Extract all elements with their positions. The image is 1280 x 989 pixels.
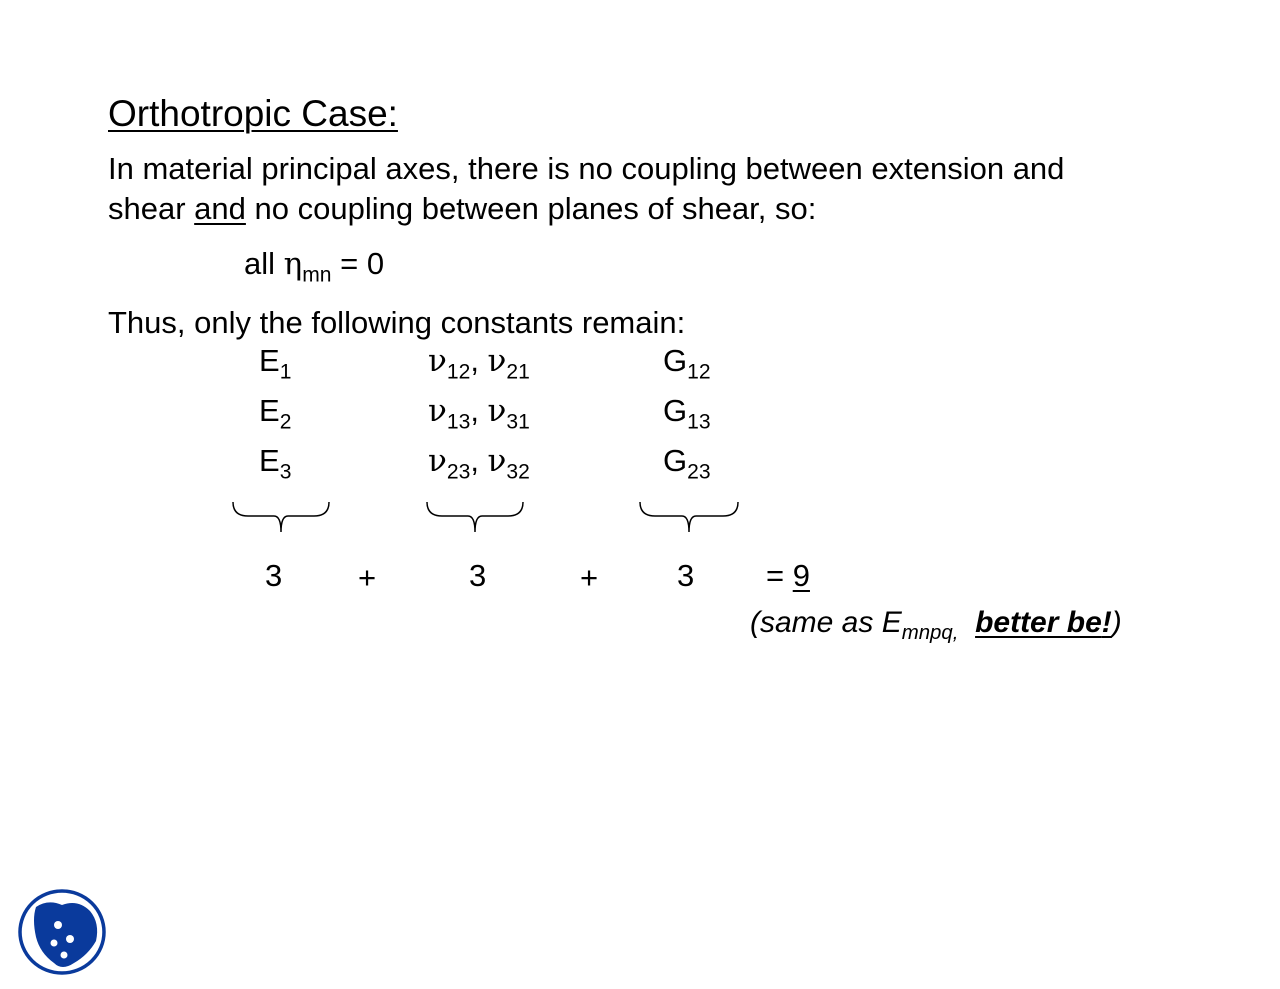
constant-e3: $E_3$: [259, 443, 292, 484]
plus-sign-2: +: [580, 560, 599, 595]
condition-equation: all $\eta_{mn} = 0$: [244, 246, 385, 287]
constant-nu23-nu32: $\nu_{23}$, $\nu_{32}$: [428, 443, 530, 484]
underbrace-e-column: [230, 500, 332, 536]
count-g: 3: [677, 558, 695, 593]
constant-g13: $G_{13}$: [663, 393, 711, 434]
count-nu: 3: [469, 558, 487, 593]
page-title: Orthotropic Case:: [108, 93, 398, 134]
intro-line-1: In material principal axes, there is no coupling between extension and: [108, 151, 1065, 186]
constant-e2: $E_2$: [259, 393, 292, 434]
emphasis-and: and: [194, 191, 246, 226]
constant-nu13-nu31: $\nu_{13}$, $\nu_{31}$: [428, 393, 530, 434]
emphasis-better-be: better be!: [975, 606, 1112, 639]
constant-g12: $G_{12}$: [663, 343, 711, 384]
intro-line-2: shear and no coupling between planes of shear, so:: [108, 191, 817, 226]
remaining-constants-intro: Thus, only the following constants remain:: [108, 305, 686, 340]
constant-e1: $E_1$: [259, 343, 292, 384]
remark-note: (same as $E_{mnpq,}$ better be!): [750, 606, 1122, 645]
total-equation: = 9: [766, 558, 810, 593]
university-seal-icon: [18, 889, 106, 975]
total-value: 9: [792, 558, 810, 593]
underbrace-g-column: [637, 500, 741, 536]
underbrace-nu-column: [424, 500, 526, 536]
count-e: 3: [265, 558, 283, 593]
constant-g23: $G_{23}$: [663, 443, 711, 484]
constant-nu12-nu21: $\nu_{12}$, $\nu_{21}$: [428, 343, 530, 384]
plus-sign-1: +: [358, 560, 377, 595]
